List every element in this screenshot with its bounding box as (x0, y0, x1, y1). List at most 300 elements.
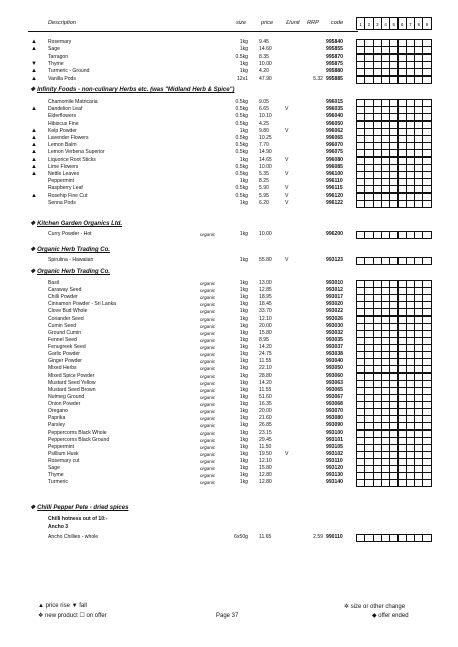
product-name: Oregano (48, 408, 68, 415)
product-size: 0.5kg (235, 142, 248, 149)
product-code: 996062 (326, 127, 343, 134)
product-code: 995885 (326, 75, 343, 82)
product-name: Cumin Seed (48, 322, 77, 329)
order-tick-box[interactable] (422, 479, 431, 487)
vat-flag: V (285, 192, 289, 199)
change-marker: ▲ (31, 142, 37, 149)
product-name: Caraway Seed (48, 287, 82, 294)
product-name: Peppercorns Black Ground (48, 436, 110, 443)
change-marker: ▲ (31, 192, 37, 199)
header-rule (28, 31, 358, 32)
vat-flag: V (285, 185, 289, 192)
product-size: 1kg (239, 46, 248, 53)
product-price: 9.05 (259, 99, 269, 105)
product-size: 1kg (239, 257, 248, 263)
grid-column-number: 9 (425, 22, 429, 27)
product-price: 14.20 (259, 379, 272, 386)
organic-label: organic (200, 359, 216, 365)
product-name: Cinnamon Powder - Sri Lanka (48, 301, 116, 308)
product-price: 9.45 (259, 39, 269, 45)
product-price: 6.65 (259, 106, 269, 113)
change-marker: ▼ (31, 60, 37, 67)
legend-offer-ended: ◆ offer ended (372, 613, 409, 619)
organic-label: organic (200, 437, 216, 443)
product-name: Sage (48, 465, 60, 472)
product-size: 1kg (239, 315, 248, 322)
organic-label: organic (200, 345, 216, 351)
organic-label: organic (200, 423, 216, 429)
product-size: 1kg (239, 294, 248, 301)
product-code: 993012 (326, 287, 343, 294)
product-size: 1kg (239, 127, 248, 134)
product-name: Peppercorns Black Whole (48, 429, 107, 436)
product-size: 1kg (239, 280, 248, 286)
section-title: Kitchen Garden Organics Ltd. (37, 221, 123, 227)
product-price: 12.80 (259, 472, 272, 479)
product-name: Tarragon (48, 53, 69, 60)
product-code: 993140 (326, 479, 343, 486)
product-size: 12x1 (236, 75, 248, 82)
product-name: Lemon Balm (48, 142, 77, 149)
change-marker: ▲ (31, 135, 37, 141)
vat-flag: V (285, 127, 289, 134)
product-size: 1kg (239, 472, 248, 479)
order-tick-box[interactable] (422, 231, 431, 239)
product-code: 993090 (326, 422, 343, 429)
vat-flag: V (285, 450, 289, 457)
product-price: 12.10 (259, 315, 272, 322)
organic-label: organic (200, 430, 216, 436)
product-code: 996085 (326, 163, 343, 170)
product-price: 14.60 (259, 46, 272, 53)
grid-column-number: 8 (417, 22, 421, 27)
product-code: 993067 (326, 393, 343, 400)
product-size: 1kg (239, 458, 248, 464)
change-marker: ▲ (31, 127, 37, 134)
product-code: 996115 (326, 185, 343, 192)
product-name: Nutmeg Ground (48, 393, 85, 400)
grid-column-number: 5 (392, 22, 396, 27)
product-price: 22.10 (259, 365, 272, 372)
section-heading (30, 504, 128, 511)
product-price: 13.00 (259, 280, 272, 286)
order-tick-box[interactable] (422, 200, 431, 208)
product-size: 0.5kg (235, 171, 248, 177)
product-name: Mixed Spice Powder (48, 372, 95, 379)
product-code: 993032 (326, 329, 343, 336)
product-size: 1kg (239, 415, 248, 422)
section-title: Infinity Foods - non-culinary Herbs etc. (was "Midland Herb & Spice") (37, 87, 235, 93)
product-price: 7.70 (259, 142, 269, 149)
product-code: 995880 (326, 68, 343, 75)
header-rrp: RRP (307, 20, 319, 26)
product-name: Clove Bud Whole (48, 308, 88, 315)
change-marker: ▲ (31, 68, 37, 75)
product-price: 6.20 (259, 199, 269, 206)
product-code: 996015 (326, 99, 343, 105)
change-marker: ▲ (31, 163, 37, 170)
product-code: 993050 (326, 365, 343, 372)
product-size: 0.5kg (235, 185, 248, 192)
product-price: 55.80 (259, 257, 272, 263)
product-code: 996122 (326, 199, 343, 206)
organic-label: organic (200, 288, 216, 294)
product-code: 996100 (326, 171, 343, 177)
product-name: Lavender Flowers (48, 135, 89, 141)
product-name: Mixed Herbs (48, 365, 77, 372)
product-name: Garlic Powder (48, 351, 80, 358)
product-code: 995855 (326, 46, 343, 53)
product-code: 996050 (326, 120, 343, 127)
product-price: 51.60 (259, 393, 272, 400)
product-price: 16.35 (259, 401, 272, 408)
product-size: 0.5kg (235, 163, 248, 170)
product-size: 1kg (239, 287, 248, 294)
product-code: 993060 (326, 372, 343, 379)
product-size: 0.5kg (235, 135, 248, 141)
product-price: 23.15 (259, 429, 272, 436)
product-size: 1kg (239, 39, 248, 45)
product-size: 1kg (239, 436, 248, 443)
product-price: 20.00 (259, 408, 272, 415)
product-size: 1kg (239, 231, 248, 237)
header-code: code (331, 20, 344, 26)
product-size: 1kg (239, 465, 248, 472)
product-name: Dandelion Leaf (48, 106, 83, 113)
product-size: 0.5kg (235, 99, 248, 105)
order-tick-box[interactable] (422, 76, 431, 84)
product-name: Vanilla Pods (48, 75, 76, 82)
product-size: 1kg (239, 344, 248, 351)
product-size: 1kg (239, 443, 248, 450)
organic-label: organic (200, 337, 216, 343)
header-size: size (236, 20, 246, 26)
product-price: 5.95 (259, 192, 269, 199)
product-size: 1kg (239, 301, 248, 308)
chilli-hotness-value: Ancho 3 (48, 524, 69, 530)
section-heading (30, 246, 110, 253)
product-code: 993017 (326, 294, 343, 301)
organic-label: organic (200, 473, 216, 479)
chilli-hotness-note: Chilli hotness out of 10:- (48, 516, 108, 522)
product-price: 10.10 (259, 113, 272, 120)
product-name: Elderflowers (48, 113, 77, 120)
product-name: Rosemary cut (48, 458, 80, 464)
product-code: 996070 (326, 142, 343, 149)
product-name: Hibiscus Fine (48, 120, 79, 127)
product-price: 11.55 (259, 386, 272, 393)
product-size: 0.5kg (235, 106, 248, 113)
organic-label: organic (200, 480, 216, 486)
organic-label: organic (200, 330, 216, 336)
product-price: 29.45 (259, 436, 272, 443)
product-name: Basil (48, 280, 60, 286)
product-code: 993130 (326, 472, 343, 479)
product-size: 1kg (239, 408, 248, 415)
product-size: 1kg (239, 351, 248, 358)
organic-label: organic (200, 232, 216, 237)
product-price: 19.50 (259, 450, 272, 457)
product-price: 12.10 (259, 458, 272, 464)
organic-label: organic (200, 380, 216, 386)
product-price: 15.80 (259, 329, 272, 336)
product-name: Peppermint (48, 443, 75, 450)
product-price: 18.45 (259, 301, 272, 308)
organic-label: organic (200, 323, 216, 329)
product-code: 995875 (326, 60, 343, 67)
product-code: 993030 (326, 322, 343, 329)
section-marker: ❖ (30, 247, 36, 253)
product-code: 993065 (326, 386, 343, 393)
product-name: Thyme (48, 472, 64, 479)
product-name: Spirulina - Hawaiian (48, 257, 94, 263)
organic-label: organic (200, 316, 216, 322)
product-code: 993101 (326, 436, 343, 443)
organic-label: organic (200, 281, 216, 286)
change-marker: ▲ (31, 149, 37, 156)
header-per-unit: £/unit (286, 20, 300, 26)
organic-label: organic (200, 309, 216, 315)
organic-label: organic (200, 352, 216, 358)
section-marker: ❖ (30, 269, 36, 275)
product-size: 0.5kg (235, 120, 248, 127)
product-code: 993068 (326, 401, 343, 408)
product-size: 1kg (239, 329, 248, 336)
grid-column-number: 3 (375, 22, 379, 27)
product-name: Mustard Seed Brown (48, 386, 96, 393)
section-heading (30, 268, 110, 275)
product-name: Ginger Powder (48, 358, 82, 365)
product-size: 1kg (239, 358, 248, 365)
product-name: Psillium Husk (48, 450, 79, 457)
product-price: 12.80 (259, 479, 272, 486)
organic-label: organic (200, 451, 216, 457)
product-name: Lemon Verbena Superior (48, 149, 105, 156)
product-name: Fenugreek Seed (48, 344, 86, 351)
organic-label: organic (200, 295, 216, 301)
section-title: Organic Herb Trading Co. (37, 247, 110, 253)
product-name: Onion Powder (48, 401, 81, 408)
organic-label: organic (200, 444, 216, 450)
product-price: 10.25 (259, 135, 272, 141)
product-name: Nettle Leaves (48, 171, 80, 177)
product-code: 993010 (326, 280, 343, 286)
change-marker: ▲ (31, 39, 37, 45)
product-price: 26.85 (259, 422, 272, 429)
product-size: 1kg (239, 336, 248, 343)
product-code: 993038 (326, 351, 343, 358)
product-code: 993100 (326, 429, 343, 436)
product-size: 1kg (239, 199, 248, 206)
product-price: 11.55 (259, 358, 272, 365)
legend-price-rise: ▲ price rise ▼ fall (38, 603, 87, 609)
product-code: 993063 (326, 379, 343, 386)
product-name: Chilli Powder (48, 294, 78, 301)
product-name: Paprika (48, 415, 66, 422)
organic-label: organic (200, 366, 216, 372)
change-marker: ▲ (31, 106, 37, 113)
order-tick-box[interactable] (422, 534, 431, 542)
product-size: 1kg (239, 60, 248, 67)
organic-label: organic (200, 459, 216, 464)
product-code: 993026 (326, 315, 343, 322)
product-code: 996040 (326, 113, 343, 120)
product-code: 996200 (326, 231, 343, 237)
product-code: 993037 (326, 344, 343, 351)
organic-label: organic (200, 402, 216, 408)
product-size: 1kg (239, 156, 248, 163)
product-price: 11.65 (259, 534, 272, 540)
organic-label: organic (200, 394, 216, 400)
product-rrp: 5.32 (313, 75, 323, 82)
product-code: 990110 (326, 534, 343, 540)
product-code: 993080 (326, 415, 343, 422)
product-price: 20.00 (259, 322, 272, 329)
product-price: 8.25 (259, 178, 269, 185)
section-heading (30, 86, 234, 93)
section-marker: ❖ (30, 87, 36, 93)
organic-label: organic (200, 387, 216, 393)
legend-new-product: ❖ new product ☐ on offer (38, 613, 107, 619)
change-marker: ▲ (31, 46, 37, 53)
product-name: Peppermint (48, 178, 75, 185)
product-price: 14.90 (259, 149, 272, 156)
product-price: 15.80 (259, 465, 272, 472)
product-price: 5.90 (259, 185, 269, 192)
product-price: 10.00 (259, 231, 272, 237)
organic-label: organic (200, 373, 216, 379)
product-name: Senna Pods (48, 199, 76, 206)
product-price: 21.60 (259, 415, 272, 422)
product-rrp: 2.59 (313, 534, 323, 540)
product-price: 18.95 (259, 294, 272, 301)
grid-column-number: 2 (367, 22, 371, 27)
product-price: 14.20 (259, 344, 272, 351)
product-name: Ancho Chillies - whole (48, 534, 99, 540)
section-title: Organic Herb Trading Co. (37, 269, 110, 275)
vat-flag: V (285, 257, 289, 263)
product-name: Lime Flowers (48, 163, 79, 170)
product-price: 10.00 (259, 60, 272, 67)
header-description: Description (48, 20, 76, 26)
product-code: 996065 (326, 135, 343, 141)
vat-flag: V (285, 156, 289, 163)
product-size: 1kg (239, 450, 248, 457)
change-marker: ▲ (31, 75, 37, 82)
product-price: 33.70 (259, 308, 272, 315)
product-size: 6x50g (234, 534, 248, 540)
organic-label: organic (200, 466, 216, 472)
product-price: 9.80 (259, 127, 269, 134)
product-price: 8.95 (259, 336, 269, 343)
legend-size-change: ✲ size or other change (344, 604, 406, 610)
product-size: 1kg (239, 178, 248, 185)
product-size: 1kg (239, 479, 248, 486)
product-name: Sage (48, 46, 60, 53)
product-name: Chamomile Matricaria (48, 99, 98, 105)
product-name: Thyme (48, 60, 64, 67)
organic-label: organic (200, 409, 216, 415)
product-name: Kelp Powder (48, 127, 77, 134)
organic-label: organic (200, 302, 216, 308)
product-code: 996035 (326, 106, 343, 113)
product-size: 1kg (239, 422, 248, 429)
product-code: 996110 (326, 178, 343, 185)
grid-header-cell (422, 17, 431, 30)
product-size: 0.5kg (235, 113, 248, 120)
product-name: Turmeric (48, 479, 68, 486)
section-marker: ❖ (30, 505, 36, 511)
product-size: 0.5kg (235, 149, 248, 156)
product-name: Raspberry Leaf (48, 185, 83, 192)
grid-column-number: 4 (384, 22, 387, 27)
product-price: 24.75 (259, 351, 272, 358)
product-size: 1kg (239, 379, 248, 386)
product-code: 993102 (326, 450, 343, 457)
product-code: 993022 (326, 308, 343, 315)
page-number: Page 37 (216, 613, 239, 619)
order-tick-box[interactable] (422, 257, 431, 265)
vat-flag: V (285, 199, 289, 206)
product-size: 1kg (239, 365, 248, 372)
product-code: 993105 (326, 443, 343, 450)
product-price: 14.65 (259, 156, 272, 163)
product-name: Ground Cumin (48, 329, 82, 336)
product-size: 0.5kg (235, 192, 248, 199)
header-price: price (261, 20, 274, 26)
product-price: 5.35 (259, 171, 269, 177)
product-size: 1kg (239, 393, 248, 400)
product-name: Liquorice Root Sticks (48, 156, 96, 163)
product-price: 8.35 (259, 53, 269, 60)
product-name: Mustard Seed Yellow (48, 379, 96, 386)
product-code: 993120 (326, 465, 343, 472)
product-name: Coriander Seed (48, 315, 84, 322)
grid-column-number: 1 (359, 22, 362, 27)
product-code: 996120 (326, 192, 343, 199)
grid-column-number: 6 (400, 22, 404, 27)
product-code: 995870 (326, 53, 343, 60)
product-price: 4.20 (259, 68, 269, 75)
product-price: 10.00 (259, 163, 272, 170)
product-code: 993035 (326, 336, 343, 343)
product-size: 1kg (239, 386, 248, 393)
change-marker: ▲ (31, 171, 37, 177)
product-name: Parsley (48, 422, 65, 429)
product-code: 993123 (326, 257, 343, 263)
product-code: 996075 (326, 149, 343, 156)
product-size: 1kg (239, 322, 248, 329)
product-size: 1kg (239, 308, 248, 315)
product-price: 4.25 (259, 120, 269, 127)
product-code: 993070 (326, 408, 343, 415)
product-size: 1kg (239, 372, 248, 379)
change-marker: ▲ (31, 156, 37, 163)
product-name: Curry Powder - Hot (48, 231, 92, 237)
section-heading (30, 220, 122, 227)
section-title: Chilli Pepper Pete - dried spices (37, 505, 129, 511)
product-price: 47.90 (259, 75, 272, 82)
grid-column-number: 7 (409, 22, 412, 27)
product-code: 993020 (326, 301, 343, 308)
product-name: Rosehip Fine Cut (48, 192, 88, 199)
product-price: 11.50 (259, 443, 272, 450)
section-marker: ❖ (30, 221, 36, 227)
product-price: 28.80 (259, 372, 272, 379)
product-name: Rosemary (48, 39, 72, 45)
product-code: 996080 (326, 156, 343, 163)
vat-flag: V (285, 171, 289, 177)
